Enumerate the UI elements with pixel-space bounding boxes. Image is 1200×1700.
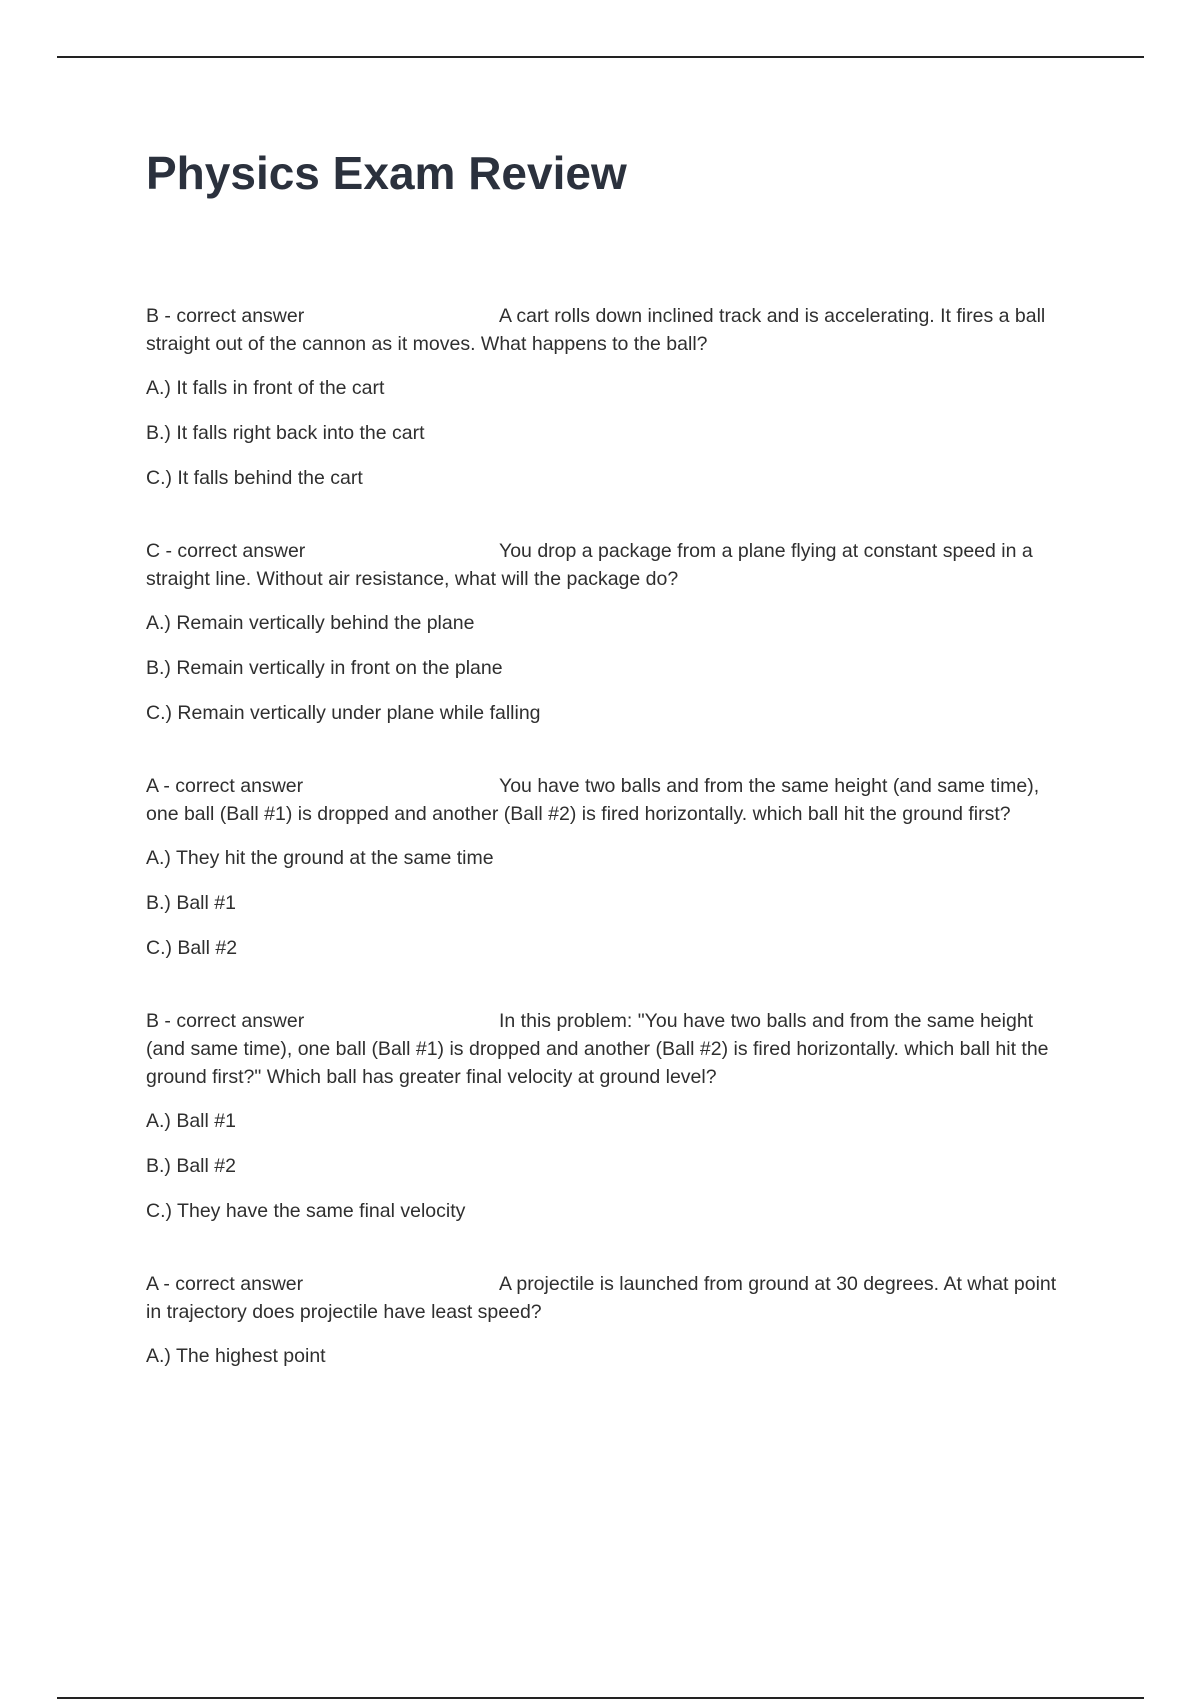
question-header: [146, 537, 1076, 593]
answer-key: A - correct answer: [146, 775, 304, 797]
question-header: [146, 772, 1076, 828]
question-text: You have two balls and from the same height (and same time), one ball (Ball #1) is dropped and another (Ball #2) is fired horizontally. which ball hit the ground first?: [146, 775, 1040, 825]
answer-option: B.) Remain vertically in front on the plane: [146, 657, 503, 679]
question-header: [146, 302, 1076, 358]
answer-key: B - correct answer: [146, 305, 305, 327]
answer-key: A - correct answer: [146, 1273, 304, 1295]
answer-option: C.) It falls behind the cart: [146, 467, 363, 489]
question-text: A cart rolls down inclined track and is accelerating. It fires a ball straight out of the cannon as it moves. What happens to the ball?: [146, 305, 1046, 355]
question-block: [146, 1270, 1076, 1370]
answer-option: C.) They have the same final velocity: [146, 1200, 466, 1222]
question-block: [146, 302, 1076, 492]
answer-option: C.) Remain vertically under plane while falling: [146, 702, 541, 724]
answer-option: C.) Ball #2: [146, 937, 238, 959]
question-header: [146, 1007, 1076, 1091]
answer-option: A.) Ball #1: [146, 1110, 236, 1132]
question-text: In this problem: "You have two balls and from the same height (and same time), one ball (Ball #1) is dropped and another (Ball #2) is fired horizontally. which ball hit the ground first?" Which ball has greater final velocity at ground level?: [146, 1010, 1049, 1088]
document-page: [146, 138, 1076, 1387]
question-block: [146, 772, 1076, 962]
document-title: Physics Exam Review: [146, 147, 627, 199]
bottom-rule: [57, 1697, 1144, 1699]
answer-option: A.) Remain vertically behind the plane: [146, 612, 475, 634]
question-list: [146, 302, 1076, 1370]
question-block: [146, 1007, 1076, 1225]
answer-option: B.) Ball #2: [146, 1155, 236, 1177]
answer-key: C - correct answer: [146, 540, 306, 562]
answer-key: B - correct answer: [146, 1010, 305, 1032]
answer-option: A.) It falls in front of the cart: [146, 377, 385, 399]
answer-option: B.) It falls right back into the cart: [146, 422, 425, 444]
answer-option: B.) Ball #1: [146, 892, 236, 914]
question-block: [146, 537, 1076, 727]
top-rule: [57, 56, 1144, 58]
answer-option: A.) They hit the ground at the same time: [146, 847, 494, 869]
question-text: A projectile is launched from ground at 30 degrees. At what point in trajectory does projectile have least speed?: [146, 1273, 1057, 1323]
answer-option: A.) The highest point: [146, 1345, 326, 1367]
question-header: [146, 1270, 1076, 1326]
question-text: You drop a package from a plane flying at constant speed in a straight line. Without air resistance, what will the package do?: [146, 540, 1033, 590]
